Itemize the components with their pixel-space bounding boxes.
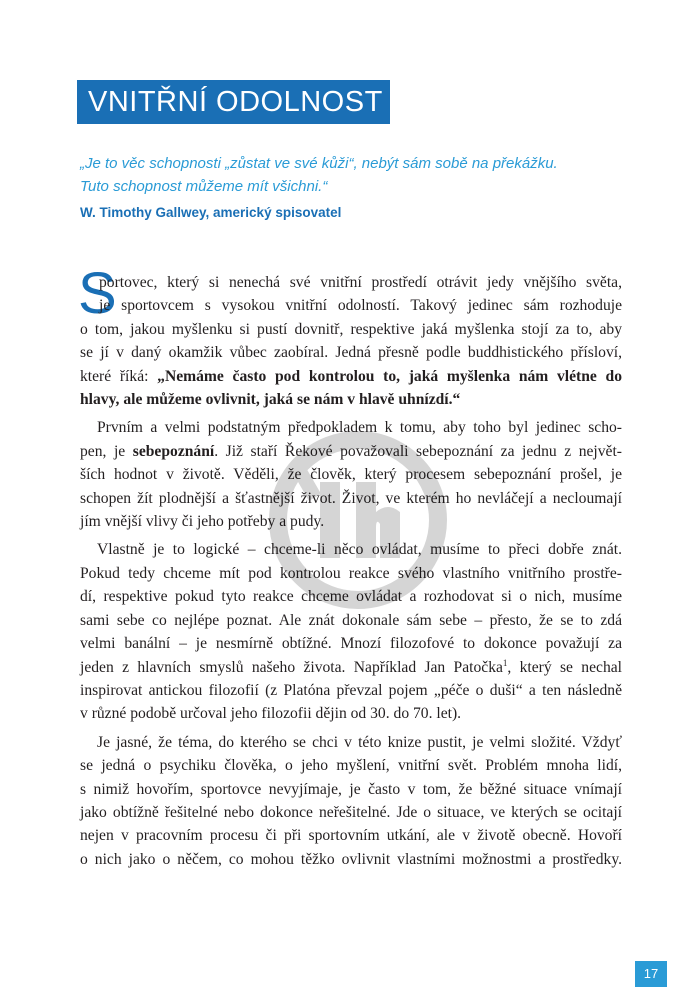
text-line: se jedná o psychiku člověka, o jeho myšlení, vnitřní svět. Problém mnoha lidí,: [80, 757, 622, 775]
paragraph: [80, 731, 622, 871]
text-line: velmi banální – je nesmírně obtížné. Mnozí filozofové to dokonce považují za: [80, 635, 622, 653]
epigraph-author: W. Timothy Gallwey, americký spisovatel: [80, 205, 342, 220]
chapter-title: VNITŘNÍ ODOLNOST: [77, 80, 390, 124]
text-line: je sportovcem s vysokou vnitřní odolností. Takový jedinec sám rozhoduje: [99, 297, 622, 315]
epigraph-line: Tuto schopnost můžeme mít všichni.“: [80, 178, 328, 195]
epigraph-line: „Je to věc schopnosti „zůstat ve své kůži“, nebýt sám sobě na překážku.: [80, 155, 558, 172]
text-line: dí, respektive pokud tyto reakce chceme ovládat a rozhodovat si o nich, musíme: [80, 588, 622, 606]
text-line: nejen v pracovním procesu či při sportovním utkání, ale v životě obecně. Hovoří: [80, 827, 622, 845]
text-line: se jí v daný okamžik vůbec zaobíral. Jedná přesně podle buddhistického přísloví,: [80, 344, 622, 362]
quote-bold: hlavy, ale můžeme ovlivnit, jaká se nám v hlavě uhnízdí.“: [80, 391, 461, 409]
text-line: portovec, který si nenechá své vnitřní prostředí otrávit jedy vnějšího světa,: [99, 274, 622, 291]
text-line: schopen žít plodnější a šťastnější život. Život, ve kterém ho nevláčejí a necloumají: [80, 489, 622, 507]
text-line: sami sebe co nejlépe poznat. Ale znát dokonale sám sebe – přesto, že se to zdá: [80, 611, 622, 629]
paragraph: [80, 271, 622, 411]
footnote-marker: 1: [502, 657, 508, 668]
body-text: [80, 271, 622, 876]
text-line: s nimiž hovořím, sportovce nevyjímaje, je často v tom, že běžné situace vnímají: [80, 780, 622, 798]
text-line: pen, je sebepoznání. Již staří Řekové považovali sebepoznání za jednu z největ-: [80, 442, 622, 460]
text-line: které říká: „Nemáme často pod kontrolou to, jaká myšlenka nám vlétne do: [80, 367, 622, 385]
paragraph: [80, 538, 622, 725]
text-line: jako obtížně řešitelné nebo dokonce neřešitelné. Jde o situace, ve kterých se ocitají: [80, 803, 622, 821]
term-bold: sebepoznání: [132, 442, 215, 460]
text-line: o nich jako o něčem, co mohou těžko ovlivnit vlastními možnostmi a prostředky.: [80, 850, 622, 868]
text-line: jeden z hlavních smyslů našeho života. Například Jan Patočka$^1$, který se nechal: [80, 657, 622, 676]
quote-bold: „Nemáme často pod kontrolou to, jaká myšlenka nám vlétne do: [157, 367, 622, 385]
text-line: Prvním a velmi podstatným předpokladem k tomu, aby toho byl jedinec scho-: [97, 419, 622, 437]
text-line: inspirovat antickou filozofií (z Platóna převzal pojem „péče o duši“ a ten následně: [80, 681, 622, 699]
text-line: jím vnější vlivy či jeho potřeby a pudy.: [80, 513, 325, 531]
text-line: Vlastně je to logické – chceme-li něco ovládat, musíme to přeci dobře znát.: [97, 541, 622, 559]
drop-cap: S: [78, 261, 117, 326]
text-line: ších hodnot v životě. Věděli, že člověk, který procesem sebepoznání prošel, je: [80, 466, 622, 484]
text-line: [80, 388, 622, 411]
text-line: v různé podobě určoval jeho filozofii dějin od 30. do 70. let).: [80, 705, 462, 723]
text-line: Pokud tedy chceme mít pod kontrolou reakce svého vlastního vnitřního prostře-: [80, 564, 622, 582]
page-number: 17: [635, 961, 667, 987]
text-line: o tom, jakou myšlenku si pustí dovnitř, respektive jaká myšlenka stojí za to, aby: [80, 320, 622, 338]
text-line: Je jasné, že téma, do kterého se chci v této knize pustit, je velmi složité. Vždyť: [97, 733, 622, 751]
epigraph-quote: [80, 152, 620, 198]
paragraph: [80, 416, 622, 533]
